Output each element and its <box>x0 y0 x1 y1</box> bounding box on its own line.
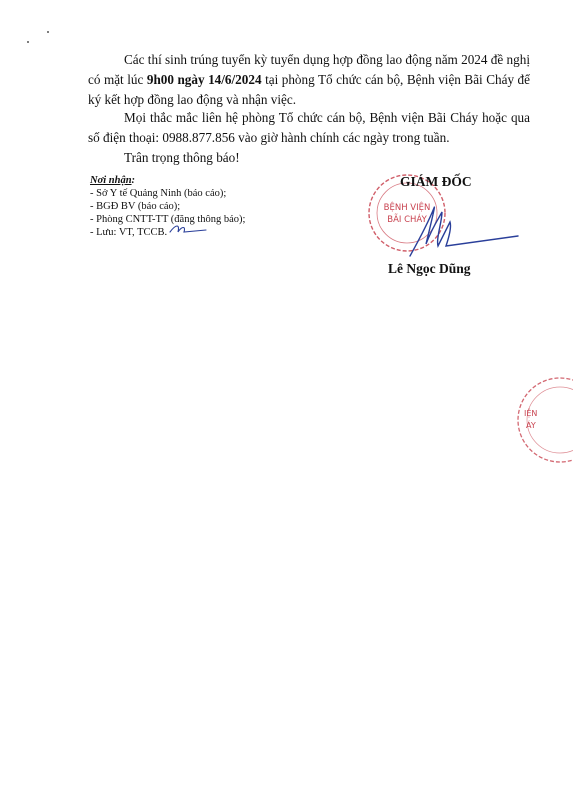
paragraph-text: tại phòng Tổ chức cán bộ, Bệnh viện Bãi Cháy để ký kết hợp đồng lao động và nhận việc. <box>88 72 530 107</box>
recipient-item: - BGĐ BV (báo cáo); <box>90 201 181 212</box>
paragraph-datetime-bold: 9h00 ngày 14/6/2024 <box>146 72 262 87</box>
signer-name: Lê Ngọc Dũng <box>388 261 471 276</box>
seal-text: BỆNH VIỆN <box>383 203 431 213</box>
initial-mark-icon <box>168 220 208 238</box>
recipients-heading-colon: : <box>131 175 136 186</box>
paragraph-schedule <box>88 50 530 110</box>
closing-line: Trân trọng thông báo! <box>124 150 240 165</box>
recipient-item: - Phòng CNTT-TT (đăng thông báo); <box>90 214 246 225</box>
seal-text: IỆN <box>524 409 538 418</box>
scan-speck <box>27 41 29 43</box>
signature-scribble-icon <box>400 198 520 258</box>
recipient-item: - Sở Y tế Quảng Ninh (báo cáo); <box>90 188 227 199</box>
recipients-heading: Nơi nhận <box>90 175 132 186</box>
paragraph-contact: Mọi thắc mắc liên hệ phòng Tổ chức cán bộ, Bệnh viện Bãi Cháy hoặc qua số điện thoại: 0988.877.856 vào giờ hành chính các ngày trong tuần. <box>88 110 530 145</box>
recipient-item: - Lưu: VT, TCCB. <box>90 227 168 238</box>
seal-text: BÃI CHÁY <box>387 215 427 225</box>
seal-text: ÁY <box>526 421 536 430</box>
partial-seal-icon <box>510 372 573 468</box>
signer-title: GIÁM ĐỐC <box>400 174 472 189</box>
scan-speck <box>47 31 49 33</box>
paragraph-text: Các thí sinh trúng tuyển kỳ tuyển dụng hợp đồng lao động năm 2024 đề nghị có mặt lúc <box>88 52 530 87</box>
